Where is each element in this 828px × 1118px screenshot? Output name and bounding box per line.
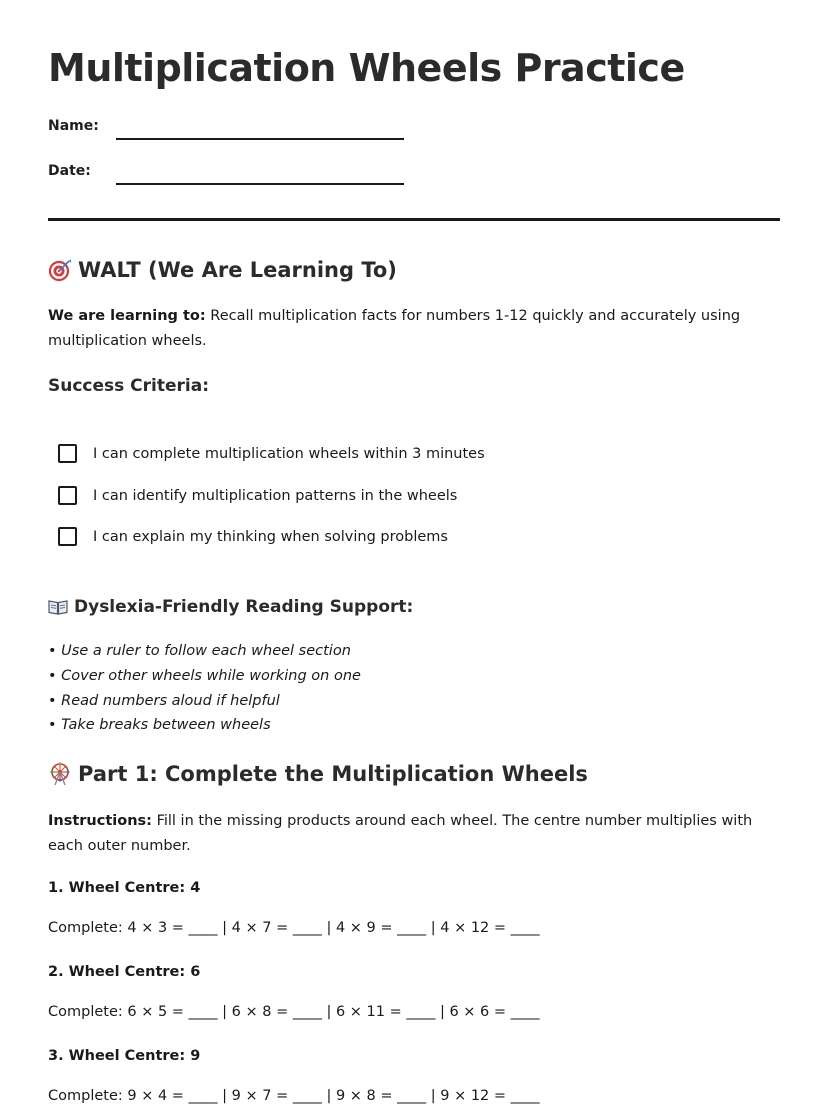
ferris-wheel-icon [48, 762, 72, 786]
criterion-checkbox[interactable] [58, 444, 77, 463]
success-criterion [58, 486, 457, 505]
wheel-title: 1. Wheel Centre: 4 [48, 880, 201, 896]
criterion-text: I can explain my thinking when solving problems [93, 528, 448, 545]
date-label: Date: [48, 163, 91, 179]
wheel-complete-line[interactable]: Complete: 6 × 5 = ____ | 6 × 8 = ____ | 6 × 11 = ____ | 6 × 6 = ____ [48, 1004, 540, 1020]
part1-heading [48, 762, 588, 786]
name-field[interactable] [116, 138, 404, 140]
reading-support-heading [48, 597, 413, 617]
wheel-title: 2. Wheel Centre: 6 [48, 964, 201, 980]
walt-statement [48, 304, 788, 354]
walt-heading [48, 258, 397, 282]
instructions-lead: Instructions: [48, 813, 152, 829]
instructions-text: Fill in the missing products around each wheel. The centre number multiplies with each outer number. [48, 813, 753, 854]
criterion-text: I can identify multiplication patterns in the wheels [93, 487, 458, 504]
wheel-title: 3. Wheel Centre: 9 [48, 1048, 201, 1064]
part1-instructions [48, 809, 788, 859]
name-label: Name: [48, 118, 99, 134]
reading-tip: • Use a ruler to follow each wheel section [48, 643, 351, 659]
reading-tips-list [48, 639, 361, 738]
wheel-complete-line[interactable]: Complete: 4 × 3 = ____ | 4 × 7 = ____ | 4 × 9 = ____ | 4 × 12 = ____ [48, 920, 540, 936]
success-criteria-heading: Success Criteria: [48, 376, 210, 396]
walt-text: Recall multiplication facts for numbers 1-12 quickly and accurately using multiplication wheels. [48, 308, 741, 349]
walt-lead: We are learning to: [48, 308, 206, 324]
walt-heading-text: WALT (We Are Learning To) [78, 258, 397, 282]
success-criterion [58, 527, 448, 546]
reading-tip: • Read numbers aloud if helpful [48, 692, 280, 709]
header-divider [48, 218, 780, 221]
criterion-checkbox[interactable] [58, 527, 77, 546]
part1-heading-text: Part 1: Complete the Multiplication Wheels [78, 762, 588, 786]
success-criterion [58, 444, 485, 463]
page-title: Multiplication Wheels Practice [48, 46, 685, 90]
reading-tip: • Take breaks between wheels [48, 717, 271, 734]
open-book-icon [48, 597, 68, 617]
criterion-checkbox[interactable] [58, 486, 77, 505]
wheel-complete-line[interactable]: Complete: 9 × 4 = ____ | 9 × 7 = ____ | 9 × 8 = ____ | 9 × 12 = ____ [48, 1088, 540, 1104]
date-field[interactable] [116, 183, 404, 185]
criterion-text: I can complete multiplication wheels within 3 minutes [93, 445, 485, 462]
target-icon [48, 258, 72, 282]
reading-support-heading-text: Dyslexia-Friendly Reading Support: [74, 597, 414, 617]
reading-tip: • Cover other wheels while working on one [48, 667, 361, 684]
